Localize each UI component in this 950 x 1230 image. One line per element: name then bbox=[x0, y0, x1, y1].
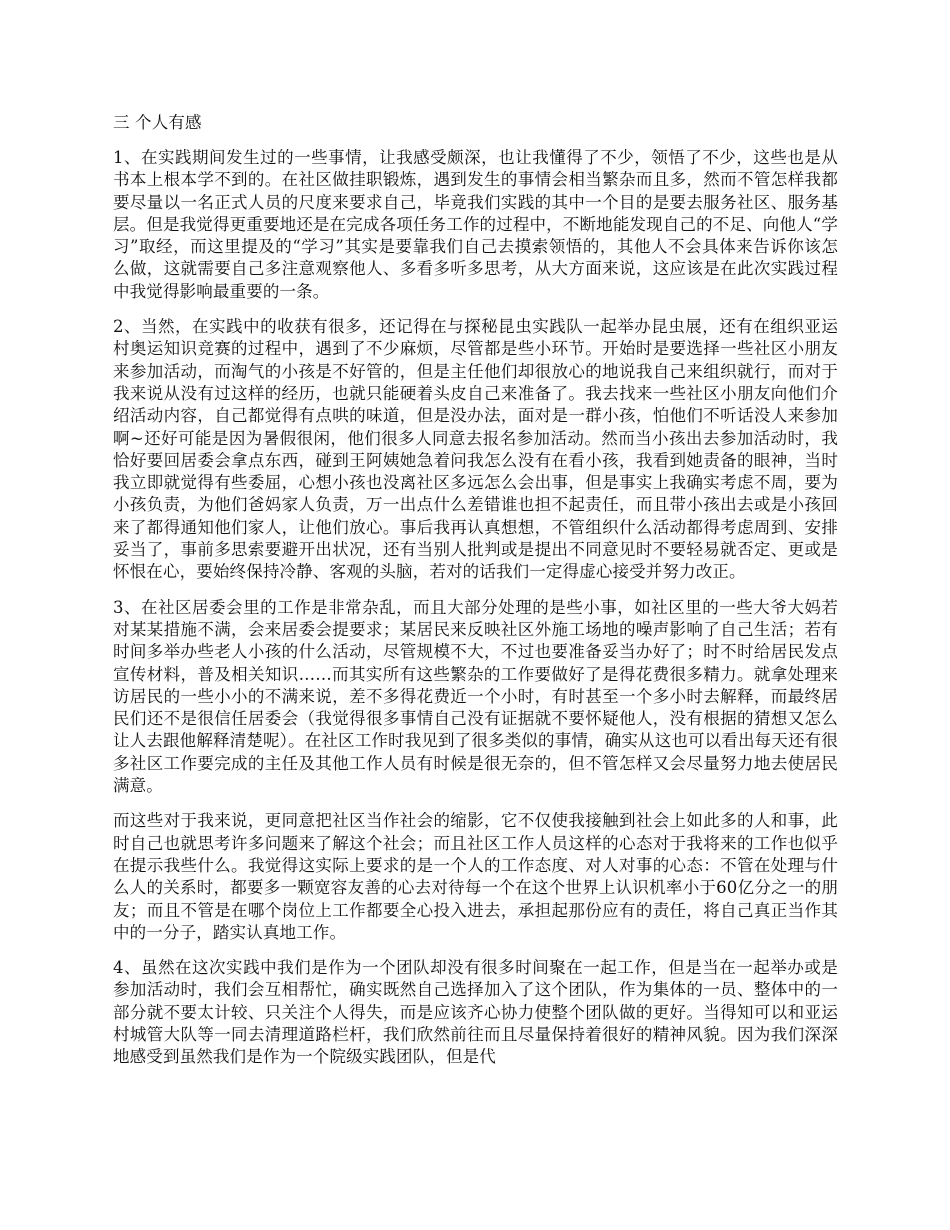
paragraph-3: 3、在社区居委会里的工作是非常杂乱，而且大部分处理的是些小事，如社区里的一些大爷大妈若对某某措施不满，会来居委会提要求；某居民来反映社区外施工场地的噪声影响了自己生活；若有时间多举办些老人小孩的什么活动，尽管规模不大，不过也要准备妥当办好了；时不时给居民发点宣传材料，普及相关知识……而其实所有这些繁杂的工作要做好了是得花费很多精力。就拿处理来访居民的一些小小的不满来说，差不多得花费近一个小时，有时甚至一个多小时去解释，而最终居民们还不是很信任居委会（我觉得很多事情自己没有证据就不要怀疑他人，没有根据的猜想又怎么让人去跟他解释清楚呢）。在社区工作时我见到了很多类似的事情，确实从这也可以看出每天还有很多社区工作要完成的主任及其他工作人员有时候是很无奈的，但不管怎样又会尽量努力地去使居民满意。 bbox=[113, 597, 838, 796]
paragraph-1: 1、在实践期间发生过的一些事情，让我感受颇深，也让我懂得了不少，领悟了不少，这些也是从书本上根本学不到的。在社区做挂职锻炼，遇到发生的事情会相当繁杂而且多，然而不管怎样我都要尽量以一名正式人员的尺度来要求自己，毕竟我们实践的其中一个目的是要去服务社区、服务基层。但是我觉得更重要地还是在完成各项任务工作的过程中，不断地能发现自己的不足、向他人“学习”取经，而这里提及的“学习”其实是要靠我们自己去摸索领悟的，其他人不会具体来告诉你该怎么做，这就需要自己多注意观察他人、多看多听多思考，从大方面来说，这应该是在此次实践过程中我觉得影响最重要的一条。 bbox=[113, 148, 838, 301]
paragraph-5: 4、虽然在这次实践中我们是作为一个团队却没有很多时间聚在一起工作，但是当在一起举办或是参加活动时，我们会互相帮忙，确实既然自己选择加入了这个团队，作为集体的一员、整体中的一部分就不要太计较、只关注个人得失，而是应该齐心协力使整个团队做的更好。当得知可以和亚运村城管大队等一同去清理道路栏杆，我们欣然前往而且尽量保持着很好的精神风貌。因为我们深深地感受到虽然我们是作为一个院级实践团队，但是代 bbox=[113, 958, 838, 1067]
document-page bbox=[113, 112, 838, 1082]
paragraph-2: 2、当然，在实践中的收获有很多，还记得在与探秘昆虫实践队一起举办昆虫展，还有在组织亚运村奥运知识竞赛的过程中，遇到了不少麻烦，尽管都是些小环节。开始时是要选择一些社区小朋友来参加活动，而淘气的小孩是不好管的，但是主任他们却很放心的地说我自己来组织就行，而对于我来说从没有过这样的经历，也就只能硬着头皮自己来准备了。我去找来一些社区小朋友向他们介绍活动内容，自己都觉得有点哄的味道，但是没办法，面对是一群小孩，怕他们不听话没人来参加啊~还好可能是因为暑假很闲，他们很多人同意去报名参加活动。然而当小孩出去参加活动时，我恰好要回居委会拿点东西，碰到王阿姨她急着问我怎么没有在看小孩，我看到她责备的眼神，当时我立即就觉得有些委屈，心想小孩也没离社区多远怎么会出事，但是事实上我确实考虑不周，要为小孩负责，为他们爸妈家人负责，万一出点什么差错谁也担不起责任，而且带小孩出去或是小孩回来了都得通知他们家人，让他们放心。事后我再认真想想，不管组织什么活动都得考虑周到、安排妥当了，事前多思索要避开出状况，还有当别人批判或是提出不同意见时不要轻易就否定、更或是怀恨在心，要始终保持冷静、客观的头脑，若对的话我们一定得虚心接受并努力改正。 bbox=[113, 317, 838, 582]
section-heading: 三 个人有感 bbox=[113, 113, 202, 132]
paragraph-4: 而这些对于我来说，更同意把社区当作社会的缩影，它不仅使我接触到社会上如此多的人和事，此时自己也就思考许多问题来了解这个社会；而且社区工作人员这样的心态对于我将来的工作也似乎在提示我些什么。我觉得这实际上要求的是一个人的工作态度、对人对事的心态：不管在处理与什么人的关系时，都要多一颗宽容友善的心去对待每一个在这个世界上认识机率小于60亿分之一的朋友；而且不管是在哪个岗位上工作都要全心投入进去，承担起那份应有的责任，将自己真正当作其中的一分子，踏实认真地工作。 bbox=[113, 811, 838, 942]
